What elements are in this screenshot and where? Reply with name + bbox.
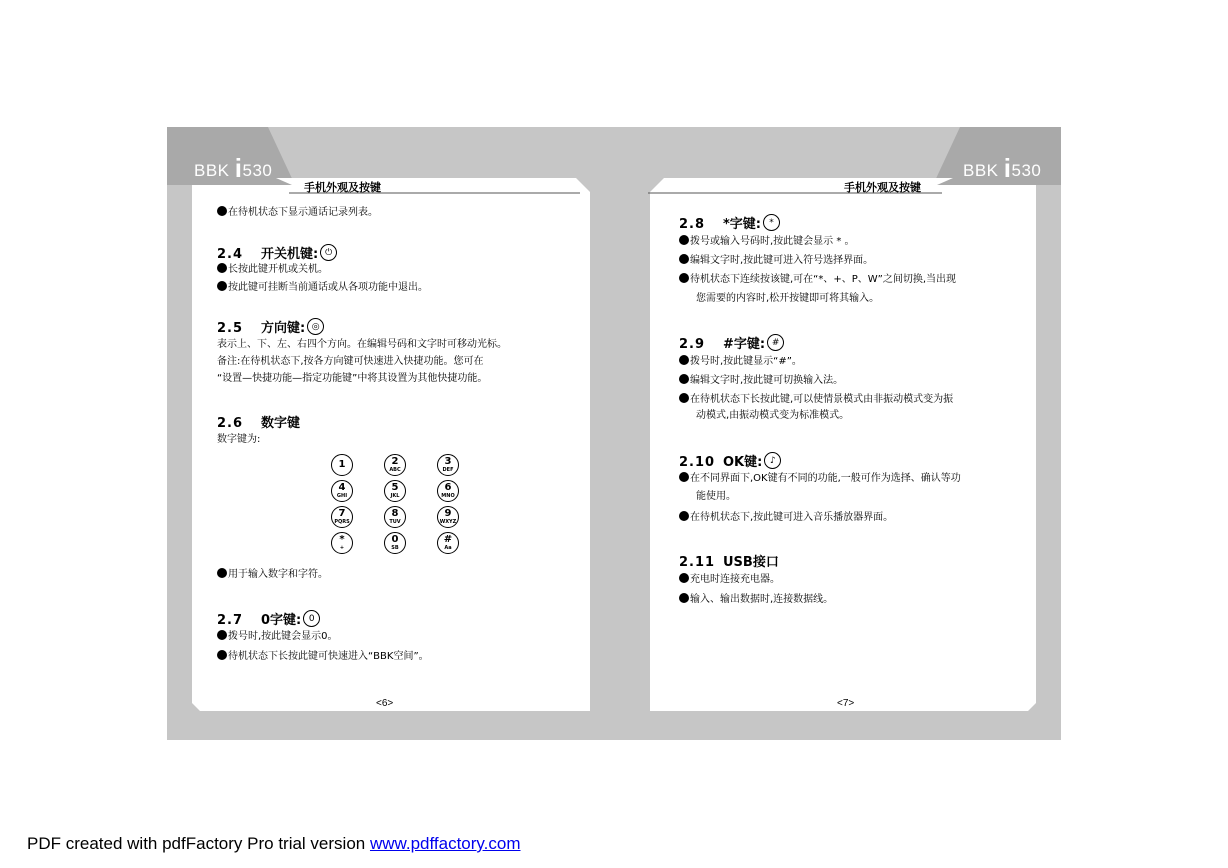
right-page-header: 手机外观及按键 <box>844 181 921 194</box>
key-hash-icon: # Aa <box>437 532 459 554</box>
brand-model-number: 530 <box>242 161 273 180</box>
key-9-icon: 9 WXYZ <box>437 506 459 528</box>
key-6-icon: 6 MNO <box>437 480 459 502</box>
key-2-icon: 2 ABC <box>384 454 406 476</box>
bullet-icon <box>679 273 689 283</box>
left-page-header: 手机外观及按键 <box>304 181 381 194</box>
star-key-icon: * <box>763 214 780 231</box>
bullet-icon <box>679 573 689 583</box>
list-item: 输入、输出数据时,连接数据线。 <box>679 593 833 607</box>
bullet-icon <box>679 511 689 521</box>
key-4-icon: 4 GHI <box>331 480 353 502</box>
section-heading: 2.6 数字键 <box>217 416 301 431</box>
key-5-icon: 5 JKL <box>384 480 406 502</box>
key-8-icon: 8 TUV <box>384 506 406 528</box>
brand-model-i: i <box>234 153 243 183</box>
pdf-footer <box>27 834 521 854</box>
list-item: 在待机状态下,按此键可进入音乐播放器界面。 <box>679 511 893 525</box>
list-item: 长按此键开机或关机。 <box>217 263 328 277</box>
bullet-icon <box>679 254 689 264</box>
key-star-icon: * + <box>331 532 353 554</box>
zero-key-icon: 0 <box>303 610 320 627</box>
key-0-icon: 0 SB <box>384 532 406 554</box>
key-3-icon: 3 DEF <box>437 454 459 476</box>
section-heading: 2.11 USB接口 <box>679 555 779 570</box>
footer-text: PDF created with pdfFactory Pro trial version <box>27 834 370 853</box>
section-heading: 2.8 *字键: * <box>679 213 780 232</box>
list-item: 拨号时,按此键显示“#”。 <box>679 355 802 369</box>
list-item: 充电时连接充电器。 <box>679 573 780 587</box>
bullet-icon <box>217 630 227 640</box>
list-item: 编辑文字时,按此键可进入符号选择界面。 <box>679 254 873 268</box>
music-note-icon: ♪ <box>764 452 781 469</box>
bullet-icon <box>679 235 689 245</box>
bullet-icon <box>217 650 227 660</box>
list-item: 拨号时,按此键会显示0。 <box>217 630 338 644</box>
paragraph-line: 动模式,由振动模式变为标准模式。 <box>696 410 850 421</box>
brand-model-i: i <box>1003 153 1012 183</box>
bullet-icon <box>679 472 689 482</box>
brand-logo-right <box>963 153 1041 184</box>
paragraph-line: 表示上、下、左、右四个方向。在编辑号码和文字时可移动光标。 <box>217 339 507 350</box>
list-item: 待机状态下长按此键可快速进入“BBK空间”。 <box>217 650 429 664</box>
brand-model-number: 530 <box>1011 161 1042 180</box>
bullet-icon <box>217 281 227 291</box>
page-number: <7> <box>837 698 855 709</box>
key-1-icon: 1 <box>331 454 353 476</box>
bullet-icon <box>217 206 227 216</box>
bullet-icon <box>217 263 227 273</box>
power-icon: ⏻ <box>320 244 337 261</box>
paragraph-line: 数字键为: <box>217 434 261 445</box>
bullet-icon <box>679 593 689 603</box>
bullet-icon <box>679 393 689 403</box>
bullet-icon <box>217 568 227 578</box>
bullet-icon <box>679 374 689 384</box>
list-item: 在待机状态下长按此键,可以使情景模式由非振动模式变为振 <box>679 393 953 407</box>
paragraph-line: “设置—快捷功能—指定功能键”中将其设置为其他快捷功能。 <box>217 373 488 384</box>
list-item: 编辑文字时,按此键可切换输入法。 <box>679 374 843 388</box>
section-heading: 2.10 OK键: ♪ <box>679 451 781 470</box>
paragraph-line: 能使用。 <box>696 491 736 502</box>
paragraph-line: 备注:在待机状态下,按各方向键可快速进入快捷功能。您可在 <box>217 356 484 367</box>
list-item: 用于输入数字和字符。 <box>217 568 328 582</box>
list-item: 拨号或输入号码时,按此键会显示 * 。 <box>679 235 855 249</box>
hash-key-icon: # <box>767 334 784 351</box>
list-item: 按此键可挂断当前通话或从各项功能中退出。 <box>217 281 428 295</box>
list-item: 在不同界面下,OK键有不同的功能,一般可作为选择、确认等功 <box>679 472 961 486</box>
footer-link[interactable]: www.pdffactory.com <box>369 834 521 853</box>
key-7-icon: 7 PQRS <box>331 506 353 528</box>
brand-prefix: BBK <box>194 161 230 180</box>
brand-logo-left <box>194 153 272 184</box>
page-number: <6> <box>376 698 394 709</box>
brand-prefix: BBK <box>963 161 999 180</box>
bullet-icon <box>679 355 689 365</box>
section-heading: 2.7 0字键: 0 <box>217 609 320 628</box>
list-item: 待机状态下连续按该键,可在“*、+、P、W”之间切换,当出现 <box>679 273 956 287</box>
section-heading: 2.9 #字键: # <box>679 333 784 352</box>
navigation-icon: ◎ <box>307 318 324 335</box>
section-heading: 2.5 方向键: ◎ <box>217 317 324 336</box>
list-item: 在待机状态下显示通话记录列表。 <box>217 206 378 220</box>
paragraph-line: 您需要的内容时,松开按键即可将其输入。 <box>696 293 880 304</box>
section-heading: 2.4 开关机键: ⏻ <box>217 243 337 262</box>
